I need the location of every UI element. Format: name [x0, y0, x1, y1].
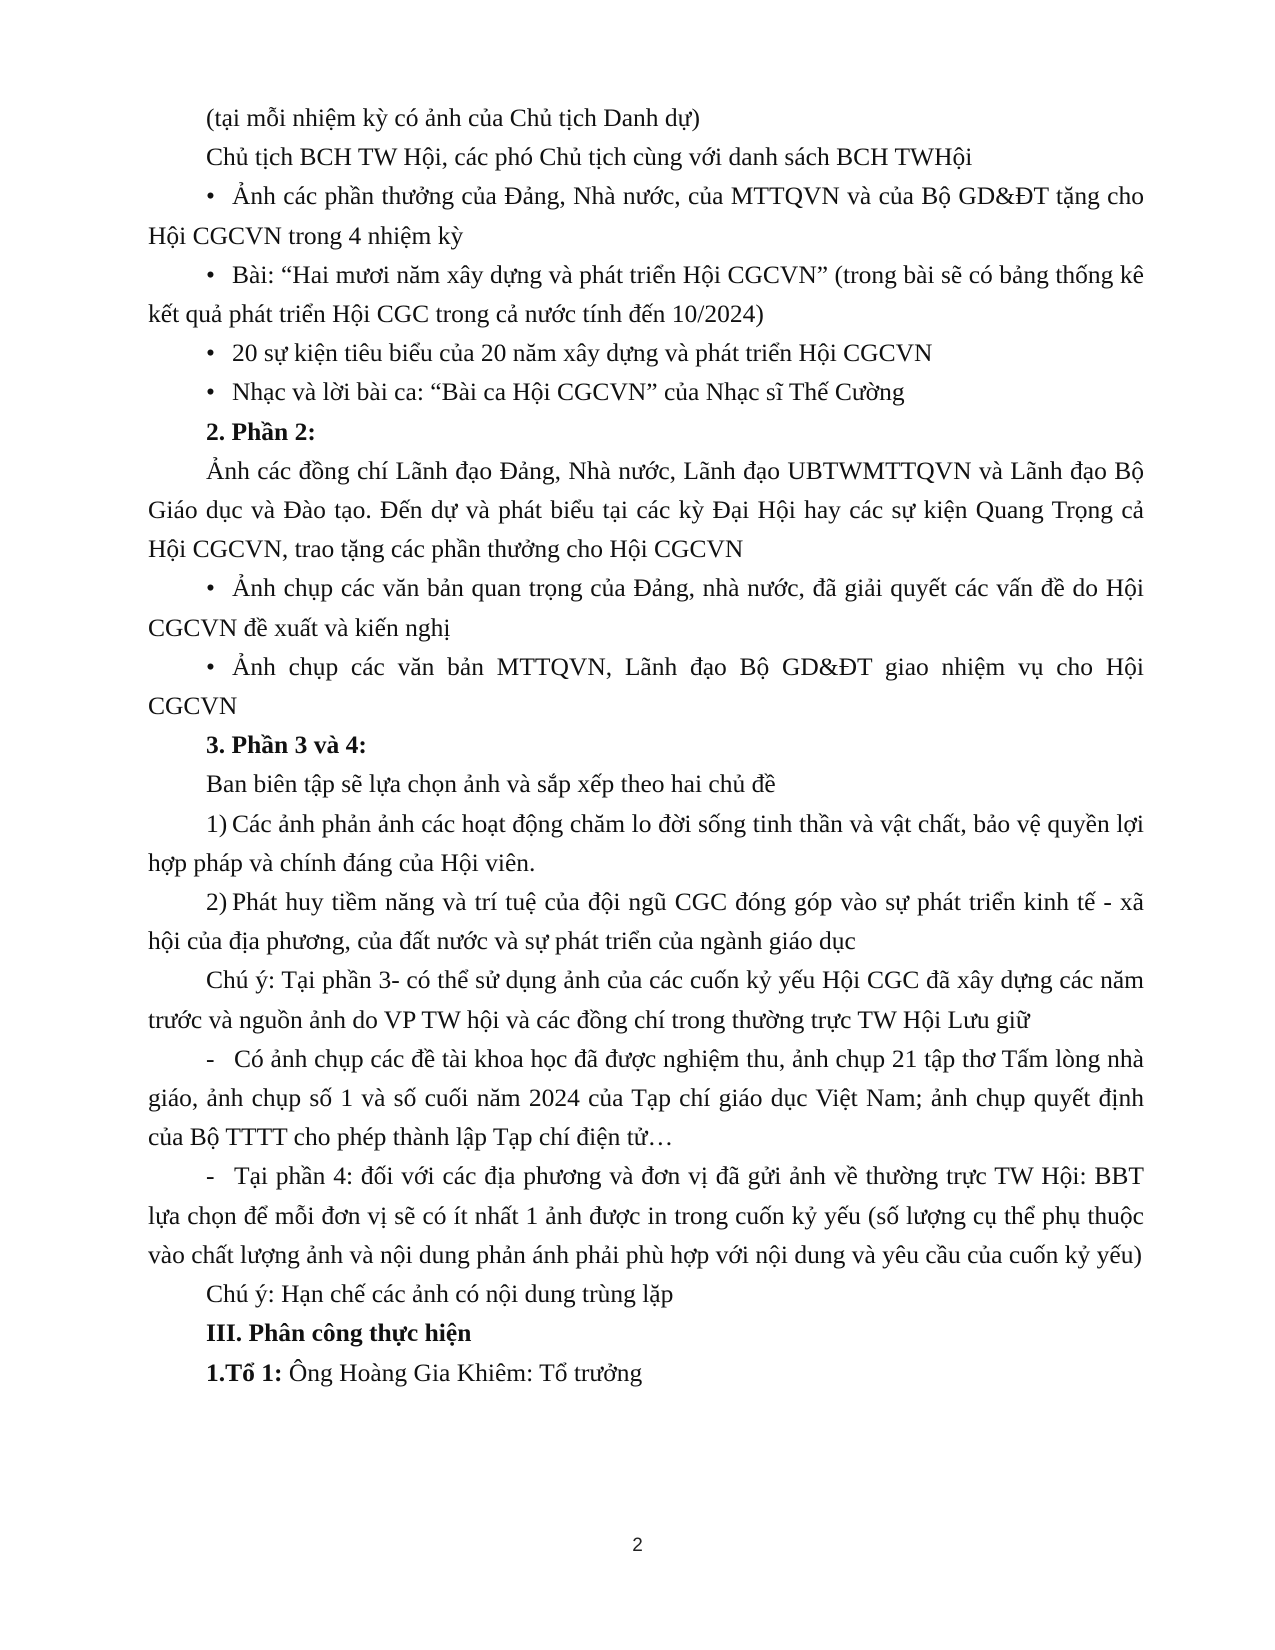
- document-body: [148, 98, 1144, 1392]
- note-paragraph: Chú ý: Hạn chế các ảnh có nội dung trùng lặp: [206, 1279, 674, 1309]
- bullet-icon: •: [206, 651, 215, 681]
- bullet-item: • Nhạc và lời bài ca: “Bài ca Hội CGCVN” của Nhạc sĩ Thế Cường: [148, 372, 1144, 411]
- section-heading: 2. Phần 2:: [206, 416, 316, 446]
- bullet-icon: •: [206, 377, 215, 407]
- page-number: 2: [632, 1535, 643, 1556]
- group-label: 1.Tổ 1:: [206, 1357, 283, 1387]
- bullet-icon: •: [206, 259, 215, 289]
- dash-item: - Có ảnh chụp các đề tài khoa học đã được nghiệm thu, ảnh chụp 21 tập thơ Tấm lòng nhà giáo, ảnh chụp số 1 và số cuối năm 2024 của Tạp chí giáo dục Việt Nam; ảnh chụp quyết định của Bộ TTTT cho phép thành lập Tạp chí điện tử…: [148, 1043, 1144, 1152]
- paragraph: 1.Tổ 1: Ông Hoàng Gia Khiêm: Tổ trưởng: [206, 1357, 643, 1387]
- section-heading: III. Phân công thực hiện: [206, 1318, 472, 1348]
- bullet-icon: •: [206, 181, 215, 211]
- bullet-item: • 20 sự kiện tiêu biểu của 20 năm xây dựng và phát triển Hội CGCVN: [148, 333, 1144, 372]
- numbered-item: 1) Các ảnh phản ảnh các hoạt động chăm lo đời sống tinh thần và vật chất, bảo vệ quyền lợi hợp pháp và chính đáng của Hội viên.: [148, 808, 1144, 877]
- note-paragraph: Chú ý: Tại phần 3- có thể sử dụng ảnh của các cuốn kỷ yếu Hội CGC đã xây dựng các năm trước và nguồn ảnh do VP TW hội và các đồng chí trong thường trực TW Hội Lưu giữ: [148, 965, 1144, 1034]
- bullet-item: • Bài: “Hai mươi năm xây dựng và phát triển Hội CGCVN” (trong bài sẽ có bảng thống kê kết quả phát triển Hội CGC trong cả nước tính đến 10/2024): [148, 255, 1144, 333]
- section-heading: 3. Phần 3 và 4:: [206, 730, 367, 760]
- bullet-icon: •: [206, 573, 215, 603]
- bullet-icon: •: [206, 338, 215, 368]
- paragraph: (tại mỗi nhiệm kỳ có ảnh của Chủ tịch Danh dự): [206, 103, 700, 132]
- dash-item: - Tại phần 4: đối với các địa phương và đơn vị đã gửi ảnh về thường trực TW Hội: BBT lựa chọn để mỗi đơn vị sẽ có ít nhất 1 ảnh được in trong cuốn kỷ yếu (số lượng cụ thể phụ thuộc vào chất lượng ảnh và nội dung phản ánh phải phù hợp với nội dung và yêu cầu của cuốn kỷ yếu): [148, 1161, 1144, 1269]
- numbered-item: 2) Phát huy tiềm năng và trí tuệ của đội ngũ CGC đóng góp vào sự phát triển kinh tế - xã hội của địa phương, của đất nước và sự phát triển của ngành giáo dục: [148, 887, 1144, 956]
- bullet-item: • Ảnh các phần thưởng của Đảng, Nhà nước, của MTTQVN và của Bộ GD&ĐT tặng cho Hội CGCVN trong 4 nhiệm kỳ: [148, 176, 1144, 254]
- bullet-item: • Ảnh chụp các văn bản quan trọng của Đảng, nhà nước, đã giải quyết các vấn đề do Hội CGCVN đề xuất và kiến nghị: [148, 568, 1144, 646]
- paragraph: Ban biên tập sẽ lựa chọn ảnh và sắp xếp theo hai chủ đề: [206, 769, 776, 799]
- paragraph: Ảnh các đồng chí Lãnh đạo Đảng, Nhà nước, Lãnh đạo UBTWMTTQVN và Lãnh đạo Bộ Giáo dục và Đào tạo. Đến dự và phát biểu tại các kỳ Đại Hội hay các sự kiện Quang Trọng cả Hội CGCVN, trao tặng các phần thưởng cho Hội CGCVN: [148, 455, 1144, 564]
- bullet-item: • Ảnh chụp các văn bản MTTQVN, Lãnh đạo Bộ GD&ĐT giao nhiệm vụ cho Hội CGCVN: [148, 647, 1144, 725]
- paragraph: Chủ tịch BCH TW Hội, các phó Chủ tịch cùng với danh sách BCH TWHội: [206, 142, 973, 172]
